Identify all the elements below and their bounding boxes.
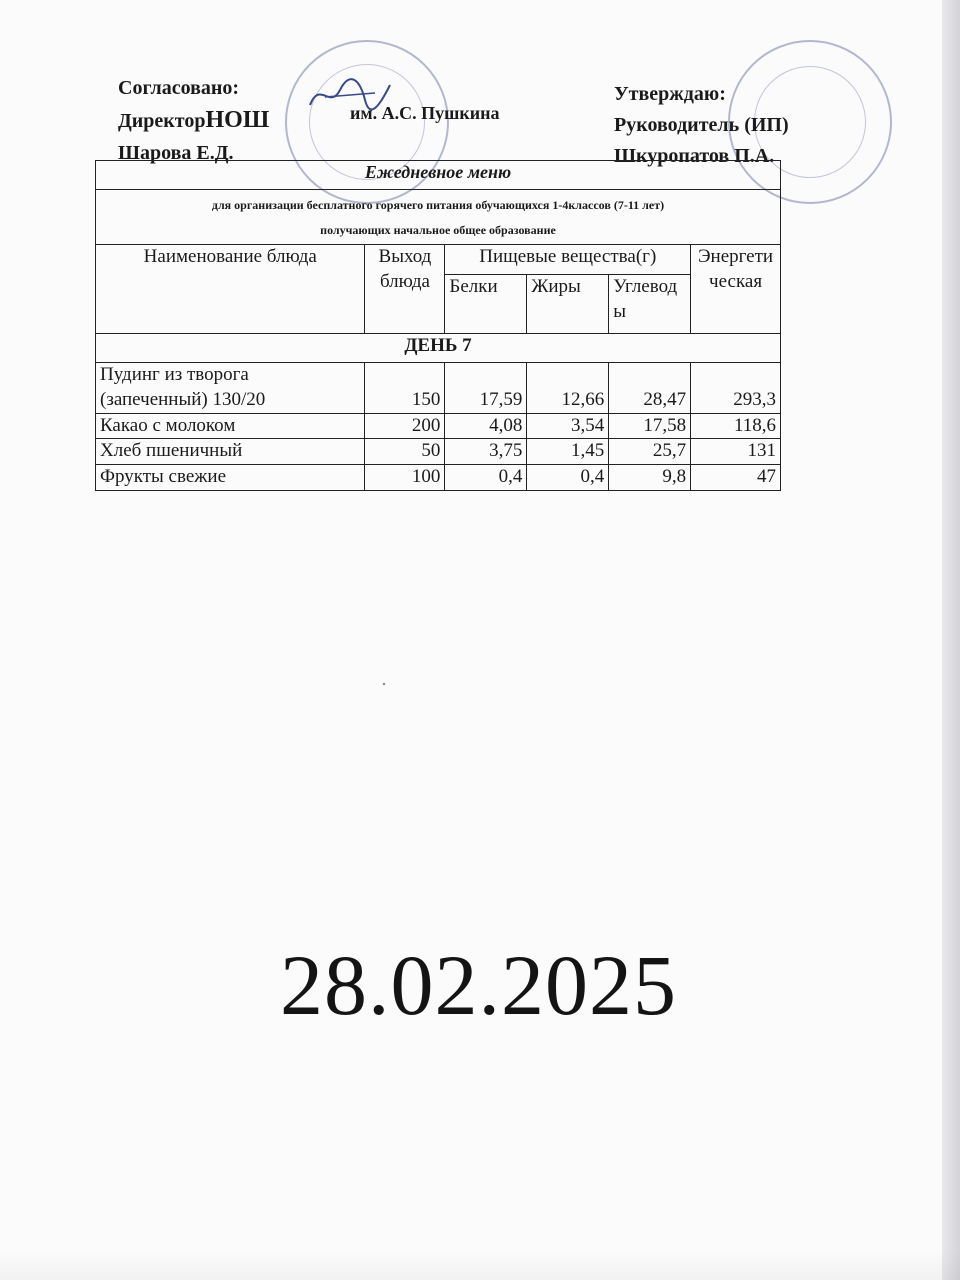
dish-protein: 0,4 (445, 465, 527, 491)
header-fat: Жиры (527, 275, 609, 334)
dish-protein: 4,08 (445, 413, 527, 439)
dish-fat: 1,45 (527, 439, 609, 465)
dish-protein: 3,75 (445, 439, 527, 465)
dish-fat: 0,4 (527, 465, 609, 491)
dish-carbs: 25,7 (609, 439, 691, 465)
dish-energy: 118,6 (691, 413, 781, 439)
director-name: Шарова Е.Д. (118, 142, 234, 164)
menu-title: Ежедневное меню (96, 161, 781, 190)
header-protein: Белки (445, 275, 527, 334)
dish-yield: 100 (365, 465, 445, 491)
agreed-block (118, 76, 269, 166)
header-dish: Наименование блюда (96, 245, 365, 334)
menu-subtitle-line2: получающих начальное общее образование (320, 223, 556, 238)
dish-protein: 17,59 (445, 363, 527, 413)
dish-name: Какао с молоком (96, 413, 365, 439)
paper-edge (942, 0, 960, 1280)
paper-speck (383, 683, 385, 685)
menu-date: 28.02.2025 (280, 937, 677, 1033)
dish-fat: 3,54 (527, 413, 609, 439)
header-yield: Выход блюда (365, 245, 445, 334)
dish-energy: 131 (691, 439, 781, 465)
table-row (96, 363, 781, 413)
dish-yield: 150 (365, 363, 445, 413)
table-row (96, 413, 781, 439)
school-name: им. А.С. Пушкина (350, 103, 500, 123)
table-row (96, 465, 781, 491)
menu-subtitle (96, 190, 781, 245)
school-type: НОШ (205, 107, 270, 133)
table-row (96, 439, 781, 465)
menu-subtitle-line1: для организации бесплатного горячего питания обучающихся 1-4классов (7-11 лет) (211, 198, 665, 212)
director-line (118, 105, 269, 135)
dish-name: Фрукты свежие (96, 465, 365, 491)
approved-block (614, 82, 789, 169)
dish-energy: 293,3 (691, 363, 781, 413)
director-label: Директор (118, 110, 206, 132)
manager-name: Шкуропатов П.А. (614, 145, 775, 167)
dish-yield: 200 (365, 413, 445, 439)
dish-energy: 47 (691, 465, 781, 491)
manager-title: Руководитель (ИП) (614, 114, 789, 136)
dish-name: Пудинг из творога (запеченный) 130/20 (96, 363, 365, 413)
header-carbs: Углеводы (609, 275, 691, 334)
approved-label: Утверждаю: (614, 83, 726, 105)
agreed-label: Согласовано: (118, 77, 240, 99)
dish-carbs: 9,8 (609, 465, 691, 491)
dish-carbs: 17,58 (609, 413, 691, 439)
menu-table (95, 160, 781, 491)
header-energy: Энергетическая (691, 245, 781, 334)
paper-shadow (0, 1250, 960, 1280)
header-nutrients: Пищевые вещества(г) (445, 245, 691, 275)
dish-fat: 12,66 (527, 363, 609, 413)
dish-name: Хлеб пшеничный (96, 439, 365, 465)
day-label: ДЕНЬ 7 (96, 334, 781, 363)
dish-carbs: 28,47 (609, 363, 691, 413)
dish-yield: 50 (365, 439, 445, 465)
